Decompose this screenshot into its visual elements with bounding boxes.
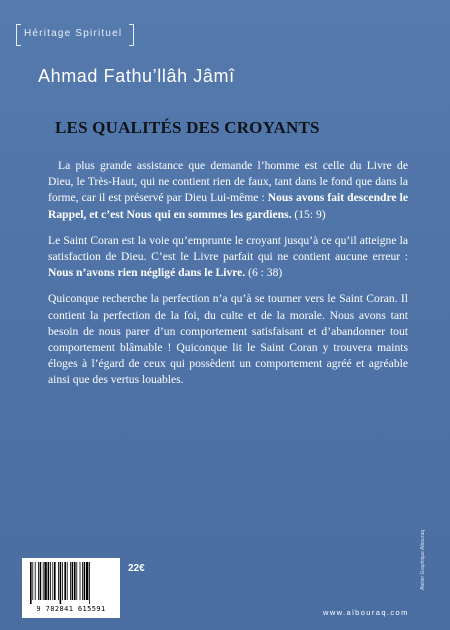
barcode-bar bbox=[44, 562, 46, 600]
price-label: 22€ bbox=[128, 563, 145, 574]
blurb-p1-text: La plus grande assistance que demande l’homme est celle du Livre de Dieu, le Très-Haut, qui ne contient rien de faux, tant dans le fond que dans la forme, car il est préservé par Dieu Lui-même : bbox=[48, 159, 408, 205]
blurb-p2-ref: (6 : 38) bbox=[245, 266, 283, 280]
barcode-bar bbox=[32, 562, 33, 600]
graphic-credit: Atelier Graphique Albouraq bbox=[420, 529, 426, 590]
bracket-left bbox=[16, 24, 21, 46]
publisher-website: www.albouraq.com bbox=[323, 608, 409, 617]
barcode-bar bbox=[50, 562, 51, 600]
barcode-bar bbox=[54, 562, 56, 600]
blurb-p1-ref: (15: 9) bbox=[291, 207, 326, 221]
author-name: Ahmad Fathu’llâh Jâmî bbox=[38, 66, 235, 86]
barcode-bar bbox=[52, 562, 53, 600]
barcode-bar bbox=[76, 562, 77, 600]
barcode-bar bbox=[40, 562, 42, 600]
blurb-p2-text: Le Saint Coran est la voie qu’emprunte le croyant jusqu’à ce qu’il atteigne la satisfaction de Dieu. C’est le Livre parfait qui ne contient aucune erreur : bbox=[48, 233, 408, 264]
barcode-bar bbox=[38, 562, 39, 600]
blurb-paragraph-1 bbox=[48, 158, 408, 223]
barcode-bar bbox=[60, 562, 62, 604]
barcode-bar bbox=[43, 562, 44, 600]
barcode-bar bbox=[48, 562, 50, 600]
barcode-bar bbox=[86, 562, 88, 600]
blurb-p3-text: Quiconque recherche la perfection n’a qu’à se tourner vers le Saint Coran. Il contient la perfection de la foi, du culte et de la morale. Nous avons tant besoin de nous parer d’un comportement satisfaisant et d’abandonner tout comportement blâmable ! Quiconque lit le Saint Coran y trouvera maints éloges à l’égard de ceux qui possèdent un comportement agréé et agréable ainsi que des vertus louables. bbox=[48, 292, 408, 387]
barcode-bar bbox=[74, 562, 76, 600]
isbn-number: 9 782841 615591 bbox=[36, 605, 106, 613]
barcode-bars bbox=[30, 562, 112, 604]
barcode-bar bbox=[58, 562, 59, 600]
barcode-bar bbox=[62, 562, 63, 600]
blurb-text bbox=[48, 158, 408, 399]
barcode-bar bbox=[89, 562, 90, 604]
blurb-p2-quote: Nous n’avons rien négligé dans le Livre. bbox=[48, 266, 246, 280]
blurb-paragraph-3 bbox=[48, 291, 408, 388]
collection-label bbox=[16, 24, 134, 46]
barcode-bar bbox=[67, 562, 68, 600]
book-title: LES QUALITÉS DES CROYANTS bbox=[55, 118, 320, 137]
barcode-bar bbox=[35, 562, 36, 600]
collection-name: Héritage Spirituel bbox=[24, 28, 123, 39]
bracket-right bbox=[129, 24, 134, 46]
barcode-bar bbox=[82, 562, 83, 600]
barcode-bar bbox=[80, 562, 81, 600]
blurb-paragraph-2 bbox=[48, 233, 408, 282]
barcode-bar bbox=[30, 562, 32, 604]
barcode-bar bbox=[64, 562, 66, 600]
blurb-p1-quote: Nous avons fait descendre le Rappel, et c’est Nous qui en sommes les gardiens. bbox=[48, 191, 408, 221]
barcode-bar bbox=[84, 562, 86, 600]
barcode-bar bbox=[72, 562, 74, 600]
barcode bbox=[22, 558, 120, 618]
barcode-bar bbox=[70, 562, 71, 600]
